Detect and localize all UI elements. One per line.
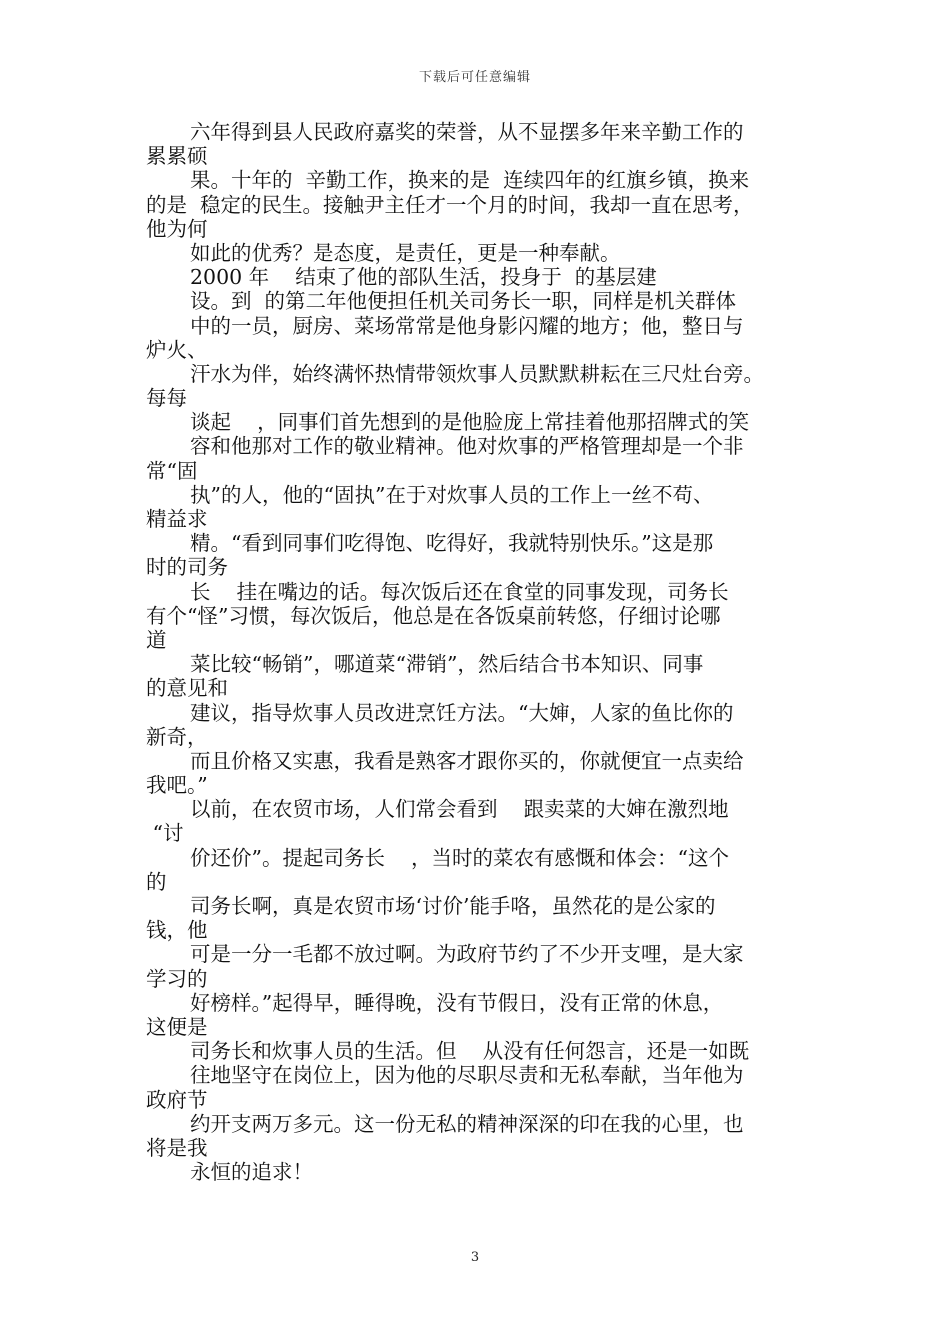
text-line: 菜比较“畅销”，哪道菜“滞销”，然后结合书本知识、同事	[190, 652, 704, 677]
text-line: 钱，他	[146, 918, 208, 943]
text-line: 的	[146, 869, 167, 894]
text-line: 将是我	[146, 1135, 208, 1160]
text-line: 累累硕	[146, 144, 208, 169]
text-line: 精。“看到同事们吃得饱、吃得好，我就特别快乐。”这是那	[190, 531, 714, 556]
text-line: 永恒的追求！	[190, 1160, 313, 1185]
text-line: 我吧。”	[146, 773, 208, 798]
header-note: 下载后可任意编辑	[418, 70, 531, 85]
text-line: 每每	[146, 386, 187, 411]
text-line: 的意见和	[146, 676, 228, 701]
text-line: 六年得到县人民政府嘉奖的荣誉，从不显摆多年来辛勤工作的	[190, 120, 744, 144]
text-line: 中的一员，厨房、菜场常常是他身影闪耀的地方；他，整日与	[190, 313, 744, 338]
text-line: 往地坚守在岗位上，因为他的尽职尽责和无私奉献，当年他为	[190, 1063, 744, 1088]
text-line: 设。到 的第二年他便担任机关司务长一职，同样是机关群体	[190, 289, 737, 314]
text-line: 如此的优秀？是态度，是责任，更是一种奉献。	[190, 240, 621, 265]
text-line: 而且价格又实惠，我看是熟客才跟你买的，你就便宜一点卖给	[190, 748, 744, 773]
text-line: 他为何	[146, 216, 208, 241]
text-line: 的是 稳定的民生。接触尹主任才一个月的时间，我却一直在思考，	[146, 192, 754, 217]
text-line: 果。十年的 辛勤工作，换来的是 连续四年的红旗乡镇，换来	[190, 168, 750, 193]
text-line: 好榜样。”起得早，睡得晚，没有节假日，没有正常的休息，	[190, 990, 724, 1015]
text-line: 容和他那对工作的敬业精神。他对炊事的严格管理却是一个非	[190, 434, 744, 459]
text-line: 汗水为伴，始终满怀热情带领炊事人员默默耕耘在三尺灶台旁。	[190, 361, 764, 386]
page-number: 3	[470, 1250, 480, 1265]
text-line: 新奇，	[146, 724, 208, 749]
text-line: 这便是	[146, 1014, 208, 1039]
document-body	[146, 120, 826, 1184]
text-line: 2000 年 结束了他的部队生活，投身于 的基层建	[190, 265, 657, 290]
text-line: 司务长和炊事人员的生活。但 从没有任何怨言，还是一如既	[190, 1039, 750, 1064]
text-line: 政府节	[146, 1087, 208, 1112]
text-line: 有个“怪”习惯，每次饭后，他总是在各饭桌前转悠，仔细讨论哪	[146, 603, 721, 628]
text-line: 时的司务	[146, 555, 228, 580]
text-line: 常“固	[146, 458, 198, 483]
text-line: 建议，指导炊事人员改进烹饪方法。“大婶，人家的鱼比你的	[190, 700, 734, 725]
text-line: 价还价”。提起司务长 ，当时的菜农有感慨和体会：“这个	[190, 845, 730, 870]
text-line: 司务长啊，真是农贸市场‘讨价’能手咯，虽然花的是公家的	[190, 894, 716, 918]
text-line: 可是一分一毛都不放过啊。为政府节约了不少开支哩，是大家	[190, 942, 744, 967]
text-line: 道	[146, 627, 167, 652]
text-line: 长 挂在嘴边的话。每次饭后还在食堂的同事发现，司务长	[190, 579, 729, 604]
text-line: 炉火、	[146, 337, 208, 362]
text-line: “讨	[146, 821, 184, 846]
text-line: 谈起 ，同事们首先想到的是他脸庞上常挂着他那招牌式的笑	[190, 410, 750, 435]
text-line: 学习的	[146, 966, 208, 991]
text-line: 执”的人，他的“固执”在于对炊事人员的工作上一丝不苟、	[190, 482, 714, 507]
text-line: 精益求	[146, 507, 208, 531]
text-line: 以前，在农贸市场，人们常会看到 跟卖菜的大婶在激烈地	[190, 797, 729, 822]
text-line: 约开支两万多元。这一份无私的精神深深的印在我的心里，也	[190, 1111, 744, 1136]
